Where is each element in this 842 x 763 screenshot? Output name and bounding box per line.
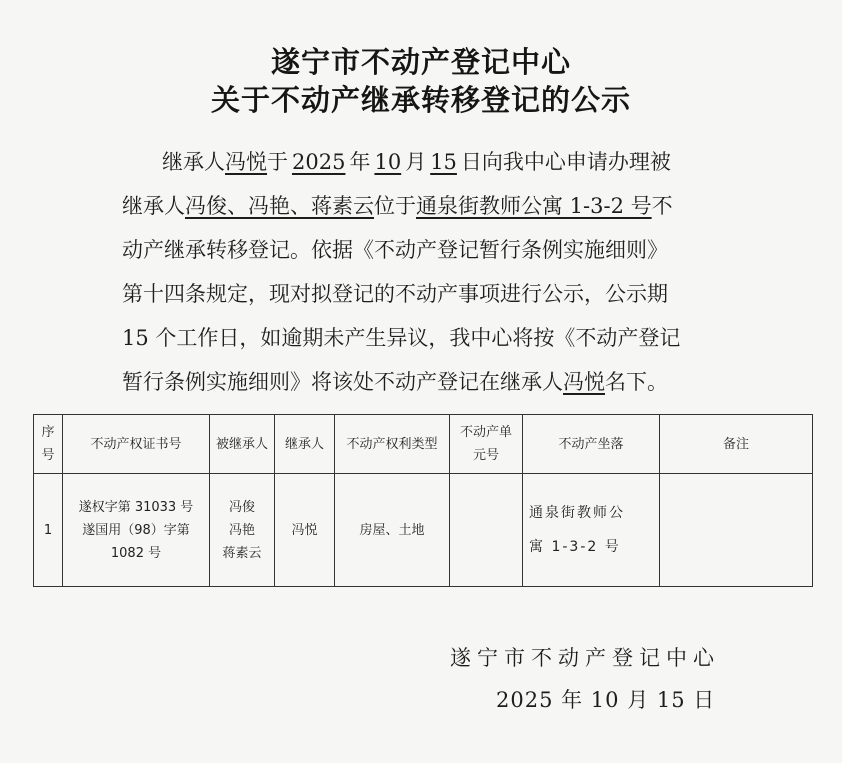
- cell-text: 遂国用（98）字第: [82, 522, 190, 538]
- signature-org: 遂宁市不动产登记中心: [450, 646, 720, 670]
- heir-name: 冯悦: [563, 370, 605, 394]
- cell-location: [523, 474, 660, 587]
- notice-line-5: 15 个工作日，如逾期未产生异议，我中心将按《不动产登记: [122, 326, 681, 350]
- header-text: 不动产单: [459, 425, 512, 440]
- deceased-names: 冯俊、冯艳、蒋素云: [185, 194, 374, 218]
- header-seq: [34, 415, 63, 474]
- text: 继承人: [162, 150, 225, 174]
- header-text: 元号: [472, 448, 499, 463]
- notice-line-1: [162, 140, 671, 184]
- cell-remark: [660, 474, 813, 587]
- notice-line-4: 第十四条规定，现对拟登记的不动产事项进行公示，公示期: [122, 282, 668, 306]
- header-right-type: 不动产权利类型: [335, 415, 450, 474]
- title-line-2: 关于不动产继承转移登记的公示: [210, 83, 631, 117]
- apply-day: 15: [430, 150, 457, 174]
- text: 名下。: [605, 370, 668, 394]
- header-cert: 不动产权证书号: [63, 415, 210, 474]
- cell-seq: 1: [34, 474, 63, 587]
- cell-unit: [450, 474, 523, 587]
- header-remark: 备注: [660, 415, 813, 474]
- cell-right-type: 房屋、土地: [335, 474, 450, 587]
- heir-name: 冯悦: [225, 150, 267, 174]
- text: 于: [267, 150, 288, 174]
- header-heir: 继承人: [275, 415, 335, 474]
- notice-line-6: [122, 360, 668, 404]
- text: 年: [349, 150, 371, 174]
- header-unit: [450, 415, 523, 474]
- header-location: 不动产坐落: [523, 415, 660, 474]
- text: 位于: [374, 194, 416, 218]
- text: 日向我中心申请办理被: [460, 150, 671, 174]
- apply-year: 2025: [292, 150, 346, 174]
- notice-line-3: 动产继承转移登记。依据《不动产登记暂行条例实施细则》: [122, 238, 668, 262]
- cell-heir: 冯悦: [275, 474, 335, 587]
- cell-text: 冯俊: [228, 499, 255, 515]
- table-row: [34, 474, 813, 587]
- header-heir-of: 被继承人: [210, 415, 275, 474]
- apply-month: 10: [374, 150, 402, 174]
- cell-text: 寓 1-3-2 号: [529, 539, 621, 555]
- header-text: 序: [41, 425, 55, 440]
- cell-text: 遂权字第 31033 号: [78, 499, 194, 515]
- property-address: 通泉街教师公寓 1-3-2 号: [416, 194, 652, 218]
- signature-date: 2025 年 10 月 15 日: [496, 688, 716, 712]
- text: 暂行条例实施细则》将该处不动产登记在继承人: [122, 370, 563, 394]
- cell-heir-of: [210, 474, 275, 587]
- title-line-1: 遂宁市不动产登记中心: [270, 45, 571, 79]
- cell-text: 冯艳: [228, 522, 255, 538]
- text: 月: [405, 150, 427, 174]
- cell-cert: [63, 474, 210, 587]
- cell-text: 1082 号: [110, 545, 162, 561]
- registration-table: [33, 414, 813, 587]
- cell-text: 蒋素云: [222, 545, 262, 561]
- text: 不: [651, 194, 673, 218]
- cell-text: 通泉街教师公: [529, 505, 625, 521]
- header-text: 号: [41, 448, 55, 463]
- text: 继承人: [122, 194, 185, 218]
- notice-line-2: [122, 184, 673, 228]
- table-header-row: [34, 415, 813, 474]
